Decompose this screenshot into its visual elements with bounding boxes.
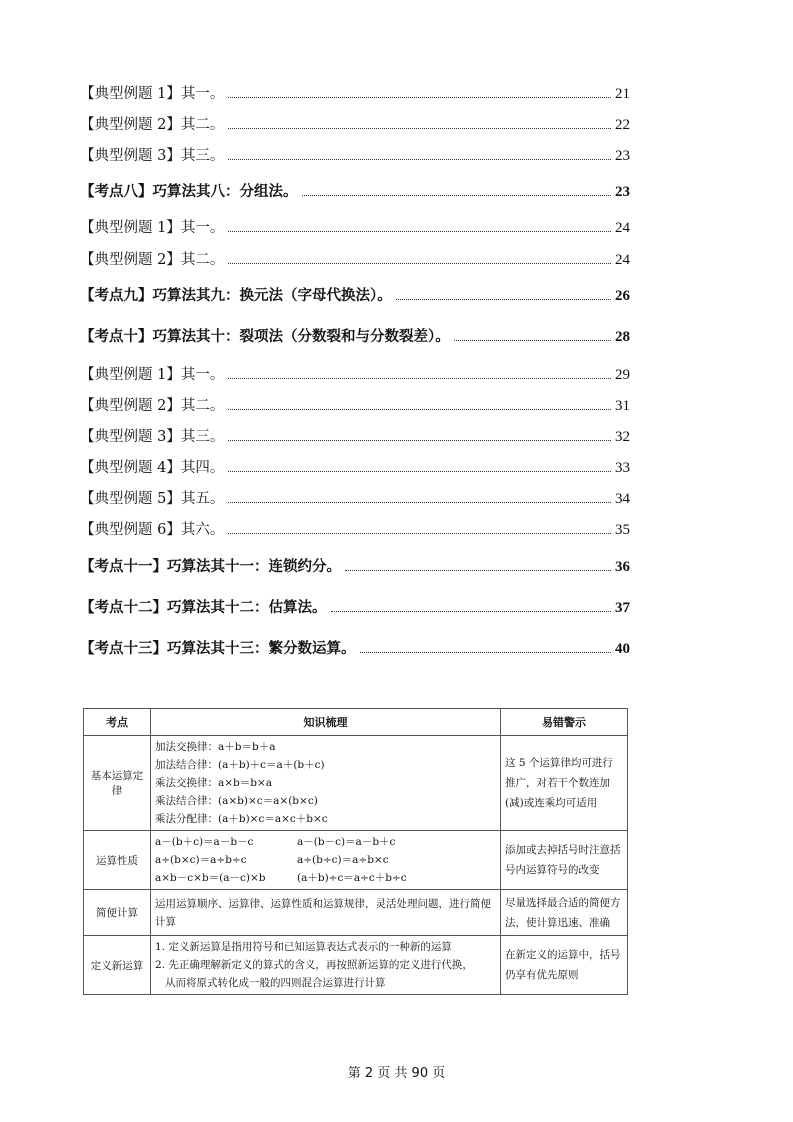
toc-entry[interactable] xyxy=(80,82,630,102)
toc-entry-page: 34 xyxy=(615,491,630,507)
dot-leader xyxy=(228,408,611,410)
toc-entry[interactable] xyxy=(80,596,630,616)
table-header-cell: 知识梳理 xyxy=(151,709,501,736)
toc-entry[interactable] xyxy=(80,325,630,345)
toc-entry[interactable] xyxy=(80,487,630,507)
toc-entry-page: 35 xyxy=(615,522,630,538)
toc-entry-label: 【典型例题 6】其六。 xyxy=(80,522,225,538)
table-row xyxy=(84,890,628,936)
dot-leader xyxy=(228,158,611,160)
toc-entry-page: 23 xyxy=(615,184,630,200)
dot-leader xyxy=(228,501,611,503)
dot-leader xyxy=(331,610,612,612)
topic-cell: 运算性质 xyxy=(84,831,151,890)
toc-entry-label: 【考点十一】巧算法其十一：连锁约分。 xyxy=(80,558,341,575)
knowledge-line: 乘法交换律：a×b＝b×a xyxy=(155,777,273,789)
toc-entry-page: 29 xyxy=(615,367,630,383)
dot-leader xyxy=(302,194,612,196)
dot-leader xyxy=(396,298,611,300)
dot-leader xyxy=(228,439,611,441)
dot-leader xyxy=(228,262,611,264)
toc-entry[interactable] xyxy=(80,284,630,304)
toc-entry-label: 【典型例题 5】其五。 xyxy=(80,491,225,507)
toc-entry-label: 【考点十二】巧算法其十二：估算法。 xyxy=(80,599,327,616)
toc-entry[interactable] xyxy=(80,363,630,383)
toc-entry-page: 24 xyxy=(615,252,630,268)
toc-entry[interactable] xyxy=(80,180,630,200)
formula-pair xyxy=(155,851,496,869)
warning-cell: 添加或去掉括号时注意括号内运算符号的改变 xyxy=(501,831,628,890)
toc-entry-page: 26 xyxy=(615,288,630,304)
topic-cell: 简便计算 xyxy=(84,890,151,936)
formula: (a＋b)÷c＝a÷c＋b÷c xyxy=(297,872,407,884)
knowledge-line: 加法交换律：a＋b＝b＋a xyxy=(155,741,276,753)
dot-leader xyxy=(228,96,611,98)
table-header-cell: 考点 xyxy=(84,709,151,736)
toc-entry-label: 【典型例题 1】其一。 xyxy=(80,220,225,236)
knowledge-line: 从而将原式转化成一般的四则混合运算进行计算 xyxy=(165,977,386,989)
dot-leader xyxy=(228,470,611,472)
formula: a÷(b÷c)＝a÷b×c xyxy=(297,854,389,866)
formula: a×b－c×b＝(a－c)×b xyxy=(155,872,266,884)
toc-entry[interactable] xyxy=(80,425,630,445)
toc-entry-page: 28 xyxy=(615,329,630,345)
table-row xyxy=(84,936,628,995)
toc-entry-label: 【考点八】巧算法其八：分组法。 xyxy=(80,183,298,200)
toc-entry-label: 【典型例题 3】其三。 xyxy=(80,429,225,445)
knowledge-line: 2. 先正确理解新定义的算式的含义，再按照新运算的定义进行代换， xyxy=(155,959,473,971)
toc-entry-page: 32 xyxy=(615,429,630,445)
toc-entry-label: 【典型例题 4】其四。 xyxy=(80,460,225,476)
knowledge-line: 1. 定义新运算是指用符号和已知运算表达式表示的一种新的运算 xyxy=(155,941,452,953)
toc-entry[interactable] xyxy=(80,394,630,414)
knowledge-table xyxy=(83,708,628,995)
knowledge-line: 乘法结合律：(a×b)×c＝a×(b×c) xyxy=(155,795,318,807)
toc-entry-label: 【考点十三】巧算法其十三：繁分数运算。 xyxy=(80,640,356,657)
toc-entry-page: 22 xyxy=(615,117,630,133)
table-row xyxy=(84,831,628,890)
toc-entry-page: 40 xyxy=(615,641,630,657)
knowledge-cell: 运用运算顺序、运算律、运算性质和运算规律，灵活处理问题，进行简便计算 xyxy=(151,890,501,936)
page-footer: 第 2 页 共 90 页 xyxy=(347,1066,446,1081)
formula: a－(b＋c)＝a－b－c xyxy=(155,836,254,848)
topic-cell: 定义新运算 xyxy=(84,936,151,995)
formula: a－(b－c)＝a－b＋c xyxy=(297,836,396,848)
knowledge-line: 乘法分配律：(a＋b)×c＝a×c＋b×c xyxy=(155,813,328,825)
toc-entry[interactable] xyxy=(80,113,630,133)
toc-entry[interactable] xyxy=(80,456,630,476)
toc-entry[interactable] xyxy=(80,248,630,268)
formula-pair xyxy=(155,869,496,887)
toc-entry[interactable] xyxy=(80,555,630,575)
table-row xyxy=(84,736,628,831)
toc-entry[interactable] xyxy=(80,518,630,538)
dot-leader xyxy=(345,569,611,571)
table-header-row xyxy=(84,709,628,736)
toc-entry-page: 24 xyxy=(615,220,630,236)
toc-entry-page: 37 xyxy=(615,600,630,616)
toc-entry[interactable] xyxy=(80,216,630,236)
toc-entry-page: 21 xyxy=(615,86,630,102)
toc-entry-page: 31 xyxy=(615,398,630,414)
dot-leader xyxy=(454,339,611,341)
toc-entry-label: 【典型例题 2】其二。 xyxy=(80,252,225,268)
toc-entry-label: 【典型例题 2】其二。 xyxy=(80,398,225,414)
formula-pair xyxy=(155,833,496,851)
toc-entry-label: 【考点十】巧算法其十：裂项法（分数裂和与分数裂差）。 xyxy=(80,328,450,345)
dot-leader xyxy=(228,127,611,129)
formula: a÷(b×c)＝a÷b÷c xyxy=(155,854,247,866)
warning-cell: 这 5 个运算律均可进行推广，对若干个数连加(减)或连乘均可适用 xyxy=(501,736,628,831)
table-header-cell: 易错警示 xyxy=(501,709,628,736)
toc-entry-label: 【典型例题 1】其一。 xyxy=(80,86,225,102)
toc-entry-page: 36 xyxy=(615,559,630,575)
knowledge-line: 加法结合律：(a＋b)＋c＝a＋(b＋c) xyxy=(155,759,325,771)
toc-entry-page: 23 xyxy=(615,148,630,164)
dot-leader xyxy=(228,532,611,534)
dot-leader xyxy=(228,377,611,379)
knowledge-cell xyxy=(151,936,501,995)
warning-cell: 在新定义的运算中，括号仍享有优先原则 xyxy=(501,936,628,995)
topic-cell: 基本运算定律 xyxy=(84,736,151,831)
toc-entry-label: 【典型例题 3】其三。 xyxy=(80,148,225,164)
toc-entry[interactable] xyxy=(80,144,630,164)
toc-entry-page: 33 xyxy=(615,460,630,476)
dot-leader xyxy=(360,651,612,653)
toc-entry-label: 【典型例题 2】其二。 xyxy=(80,117,225,133)
toc-entry[interactable] xyxy=(80,637,630,657)
toc-entry-label: 【典型例题 1】其一。 xyxy=(80,367,225,383)
warning-cell: 尽量选择最合适的简便方法，使计算迅速、准确 xyxy=(501,890,628,936)
knowledge-cell xyxy=(151,831,501,890)
knowledge-cell xyxy=(151,736,501,831)
dot-leader xyxy=(228,230,611,232)
toc-entry-label: 【考点九】巧算法其九：换元法（字母代换法）。 xyxy=(80,287,392,304)
